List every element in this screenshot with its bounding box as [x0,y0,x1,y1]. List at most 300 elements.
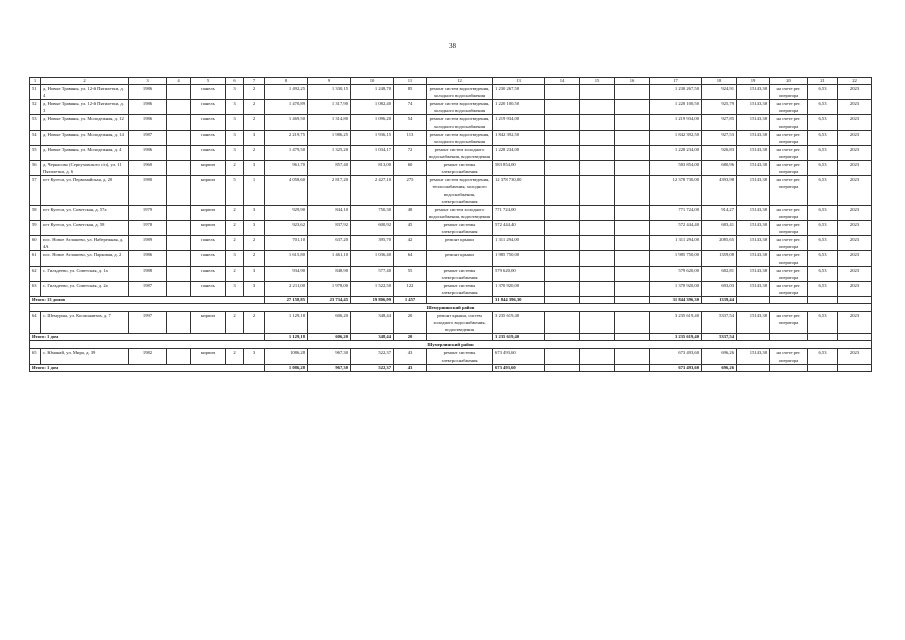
cost-fund-cell: 1 219 934,00 [650,115,702,130]
cost-fund-cell: 1 370 920,00 [650,281,702,296]
table-row [30,100,872,115]
empty-cell [737,297,770,304]
year-cell: 1978 [129,220,167,235]
empty-cell [545,312,580,334]
empty-cell [545,297,580,304]
year-cell: 1980 [129,176,167,205]
total-row [30,297,872,304]
floors-cell: 3 [226,130,244,145]
empty-cell [167,176,191,205]
cost-cell: 1 985 750,00 [493,251,545,266]
column-number: 8 [265,78,308,85]
completion-year-cell: 2023 [838,312,872,334]
empty-cell [580,266,615,281]
entrances-cell: 3 [244,281,265,296]
area-living-cell: 1 314,80 [308,115,351,130]
entrances-cell: 3 [244,220,265,235]
table-row [30,220,872,235]
area-living-cell: 1 330,15 [308,85,351,100]
empty-cell [167,85,191,100]
column-number: 2 [41,78,129,85]
area-total-cell: 1 492,25 [265,85,308,100]
year-cell: 1987 [129,281,167,296]
column-number: 3 [129,78,167,85]
material-cell: кирпич [191,161,226,176]
empty-cell [545,281,580,296]
fund-source-cell: на счете рег. оператора [770,161,808,176]
column-number: 20 [770,78,808,85]
column-number: 14 [545,78,580,85]
district-title: Шумерлинский район [30,341,872,349]
residents-cell: 55 [394,266,427,281]
unit-cost-cell: 4393,98 [702,176,737,205]
material-cell: панель [191,266,226,281]
unit-cost-cell: 925,79 [702,100,737,115]
material-cell: панель [191,236,226,251]
column-number-row [30,78,872,85]
rate-cell: 6,53 [808,266,838,281]
empty-cell [580,349,615,364]
fund-source-cell: на счете рег. оператора [770,205,808,220]
empty-cell [545,176,580,205]
address-cell: пос. Новое Атлашево, ул. Набережная, д. 4А [41,236,129,251]
total-label: Итого: 13 домов [30,297,265,304]
area-living-cell: 1 325,20 [308,145,351,160]
cost-cell: 673 493,60 [493,349,545,364]
empty-cell [770,297,808,304]
empty-cell [615,130,650,145]
residents-cell: 74 [394,100,427,115]
row-number: 56 [30,161,41,176]
work-type-cell: ремонт систем холодного водоснабжения, водоотведения [427,205,493,220]
year-cell: 1986 [129,115,167,130]
total-cost: 3 235 619,40 [493,334,545,341]
cost-cell: 1 311 294,00 [493,236,545,251]
empty-cell [167,349,191,364]
empty-cell [615,161,650,176]
max-cost-cell: 15143,38 [737,130,770,145]
year-cell: 1960 [129,161,167,176]
residents-cell: 43 [394,349,427,364]
empty-cell [167,115,191,130]
area-total-cell: 2 219,75 [265,130,308,145]
residents-cell: 48 [394,205,427,220]
material-cell: кирпич [191,349,226,364]
floors-cell: 3 [226,115,244,130]
area-living-cell: 1 317,90 [308,100,351,115]
unit-cost-cell: 927,85 [702,115,737,130]
table-body [30,78,872,372]
address-cell: д. Новые Травяны, ул. Молодежная, д. 4 [41,145,129,160]
total-area-private: 19 806,99 [351,297,394,304]
total-cost-fund: 3 235 619,40 [650,334,702,341]
total-label: Итого: 1 дом [30,334,265,341]
column-number: 15 [580,78,615,85]
cost-cell: 1 228 234,00 [493,145,545,160]
material-cell: панель [191,145,226,160]
table-row [30,85,872,100]
residents-cell: 275 [394,176,427,205]
material-cell: кирпич [191,176,226,205]
column-number: 17 [650,78,702,85]
completion-year-cell: 2023 [838,176,872,205]
work-type-cell: ремонт систем водоотведения, холодного водоснабжения [427,130,493,145]
cost-fund-cell: 1 985 750,00 [650,251,702,266]
unit-cost-cell: 5337,54 [702,312,737,334]
rate-cell: 6,53 [808,236,838,251]
empty-cell [427,364,493,371]
residents-cell: 60 [394,161,427,176]
floors-cell: 2 [226,266,244,281]
year-cell: 1986 [129,85,167,100]
floors-cell: 3 [226,251,244,266]
area-living-cell: 1 461,10 [308,251,351,266]
floors-cell: 2 [226,349,244,364]
material-cell: панель [191,115,226,130]
max-cost-cell: 15143,38 [737,205,770,220]
entrances-cell: 3 [244,161,265,176]
row-number: 63 [30,281,41,296]
empty-cell [545,161,580,176]
entrances-cell: 2 [244,85,265,100]
column-number: 13 [493,78,545,85]
fund-source-cell: на счете рег. оператора [770,176,808,205]
empty-cell [615,334,650,341]
table-row [30,236,872,251]
empty-cell [808,334,838,341]
empty-cell [545,220,580,235]
completion-year-cell: 2023 [838,161,872,176]
empty-cell [838,364,872,371]
address-cell: пгт Кугеси, ул. Советская, д. 58 [41,220,129,235]
table-row [30,176,872,205]
area-total-cell: 1 470,89 [265,100,308,115]
area-private-cell: 1 936,15 [351,130,394,145]
entrances-cell: 2 [244,251,265,266]
total-area-living: 967,30 [308,364,351,371]
cost-cell: 583 854,00 [493,161,545,176]
entrances-cell: 2 [244,115,265,130]
table-row [30,349,872,364]
area-total-cell: 1 615,80 [265,251,308,266]
unit-cost-cell: 927,53 [702,130,737,145]
cost-fund-cell: 673 493,60 [650,349,702,364]
fund-source-cell: на счете рег. оператора [770,281,808,296]
area-living-cell: 1 986,25 [308,130,351,145]
address-cell: пос. Новое Атлашево, ул. Парковая, д. 2 [41,251,129,266]
rate-cell: 6,53 [808,115,838,130]
rate-cell: 6,53 [808,349,838,364]
row-number: 60 [30,236,41,251]
cost-cell: 1 370 920,00 [493,281,545,296]
material-cell: кирпич [191,205,226,220]
floors-cell: 2 [226,161,244,176]
total-area-private: 348,44 [351,334,394,341]
empty-cell [167,130,191,145]
work-type-cell: ремонт систем холодного водоснабжения, водоотведения [427,145,493,160]
address-cell: д. Новые Травяны, ул. Молодежная, д. 12 [41,115,129,130]
row-number: 59 [30,220,41,235]
empty-cell [615,145,650,160]
page-number: 38 [449,42,456,50]
address-cell: д. Новые Травяны, ул. 12-й Пятилетки, д. 3 [41,100,129,115]
rate-cell: 6,53 [808,312,838,334]
empty-cell [615,115,650,130]
max-cost-cell: 15143,38 [737,176,770,205]
row-number: 58 [30,205,41,220]
total-unit-cost: 5337,54 [702,334,737,341]
area-private-cell: 2 427,10 [351,176,394,205]
empty-cell [580,281,615,296]
total-area-total: 1 086,28 [265,364,308,371]
residents-cell: 54 [394,115,427,130]
total-cost-fund: 673 493,60 [650,364,702,371]
table-row [30,130,872,145]
column-number: 12 [427,78,493,85]
area-living-cell: 1 978,00 [308,281,351,296]
completion-year-cell: 2023 [838,115,872,130]
cost-fund-cell: 12 378 730,00 [650,176,702,205]
entrances-cell: 3 [244,205,265,220]
empty-cell [580,334,615,341]
empty-cell [545,266,580,281]
total-row [30,364,872,371]
address-cell: с. Шемурша, ул. Космонавтов, д. 7 [41,312,129,334]
total-area-private: 522,37 [351,364,394,371]
table-row [30,115,872,130]
area-total-cell: 701,10 [265,236,308,251]
cost-fund-cell: 3 235 619,40 [650,312,702,334]
column-number: 7 [244,78,265,85]
empty-cell [167,251,191,266]
fund-source-cell: на счете рег. оператора [770,100,808,115]
residents-cell: 113 [394,130,427,145]
row-number: 51 [30,85,41,100]
empty-cell [615,312,650,334]
empty-cell [615,85,650,100]
empty-cell [580,312,615,334]
cost-cell: 12 378 730,00 [493,176,545,205]
floors-cell: 5 [226,176,244,205]
max-cost-cell: 15143,38 [737,349,770,364]
area-living-cell: 2 817,20 [308,176,351,205]
completion-year-cell: 2023 [838,100,872,115]
empty-cell [545,236,580,251]
residents-cell: 20 [394,312,427,334]
max-cost-cell: 15143,38 [737,85,770,100]
empty-cell [545,115,580,130]
fund-source-cell: на счете рег. оператора [770,349,808,364]
empty-cell [615,364,650,371]
empty-cell [167,161,191,176]
address-cell: с. Юманай, ул. Мира, д. 39 [41,349,129,364]
max-cost-cell: 15143,38 [737,266,770,281]
rate-cell: 6,53 [808,176,838,205]
residents-cell: 64 [394,251,427,266]
unit-cost-cell: 914,27 [702,205,737,220]
rate-cell: 6,53 [808,161,838,176]
material-cell: панель [191,251,226,266]
max-cost-cell: 15143,38 [737,236,770,251]
unit-cost-cell: 1359,08 [702,251,737,266]
fund-source-cell: на счете рег. оператора [770,115,808,130]
empty-cell [580,251,615,266]
total-residents: 20 [394,334,427,341]
entrances-cell: 3 [244,349,265,364]
area-total-cell: 2 211,00 [265,281,308,296]
empty-cell [838,297,872,304]
empty-cell [615,349,650,364]
cost-fund-cell: 572 444,40 [650,220,702,235]
work-type-cell: ремонт системы электроснабжения [427,161,493,176]
area-private-cell: 1 096,20 [351,115,394,130]
address-cell: пгт Кугеси, ул. Первомайская, д. 20 [41,176,129,205]
material-cell: кирпич [191,312,226,334]
total-area-living: 23 734,45 [308,297,351,304]
cost-fund-cell: 1 228 234,00 [650,145,702,160]
floors-cell: 2 [226,220,244,235]
address-cell: д. Новые Травяны, ул. Молодежная, д. 14 [41,130,129,145]
max-cost-cell: 15143,38 [737,115,770,130]
area-living-cell: 857,40 [308,161,351,176]
address-cell: с. Гильдеево, ул. Советская, д. 2а [41,281,129,296]
empty-cell [615,100,650,115]
area-total-cell: 961,70 [265,161,308,176]
area-private-cell: 813,00 [351,161,394,176]
max-cost-cell: 15143,38 [737,145,770,160]
floors-cell: 2 [226,205,244,220]
year-cell: 1987 [129,130,167,145]
row-number: 53 [30,115,41,130]
empty-cell [545,85,580,100]
empty-cell [167,220,191,235]
unit-cost-cell: 683,41 [702,220,737,235]
cost-fund-cell: 1 220 100,50 [650,100,702,115]
work-type-cell: ремонт системы электроснабжения [427,266,493,281]
max-cost-cell: 15143,38 [737,100,770,115]
total-residents: 43 [394,364,427,371]
area-private-cell: 600,92 [351,220,394,235]
empty-cell [545,100,580,115]
empty-cell [545,205,580,220]
empty-cell [737,364,770,371]
total-label: Итого: 1 дом [30,364,265,371]
address-cell: д. Новые Травяны, ул. 12-й Пятилетки, д. 4 [41,85,129,100]
district-title: Шемуршинский район [30,304,872,312]
floors-cell: 2 [226,312,244,334]
year-cell: 1979 [129,205,167,220]
rate-cell: 6,53 [808,145,838,160]
area-private-cell: 522,37 [351,349,394,364]
table-row [30,312,872,334]
fund-source-cell: на счете рег. оператора [770,312,808,334]
table-row [30,251,872,266]
year-cell: 1986 [129,100,167,115]
table-row [30,145,872,160]
material-cell: кирпич [191,220,226,235]
rate-cell: 6,53 [808,85,838,100]
column-number: 5 [191,78,226,85]
table-row [30,266,872,281]
year-cell: 1986 [129,251,167,266]
work-type-cell: ремонт крыши [427,236,493,251]
total-cost: 673 493,60 [493,364,545,371]
fund-source-cell: на счете рег. оператора [770,85,808,100]
column-number: 18 [702,78,737,85]
work-type-cell: ремонт систем водоотведения, холодного водоснабжения [427,115,493,130]
material-cell: панель [191,281,226,296]
unit-cost-cell: 696,26 [702,349,737,364]
empty-cell [580,205,615,220]
column-number: 10 [351,78,394,85]
cost-fund-cell: 579 620,00 [650,266,702,281]
row-number: 61 [30,251,41,266]
entrances-cell: 2 [244,312,265,334]
unit-cost-cell: 682,81 [702,266,737,281]
empty-cell [580,220,615,235]
empty-cell [545,349,580,364]
empty-cell [545,364,580,371]
row-number: 55 [30,145,41,160]
row-number: 64 [30,312,41,334]
empty-cell [545,334,580,341]
max-cost-cell: 15143,38 [737,251,770,266]
cost-fund-cell: 583 854,00 [650,161,702,176]
year-cell: 1997 [129,312,167,334]
work-type-cell: ремонт систем водоотведения, холодного водоснабжения [427,100,493,115]
fund-source-cell: на счете рег. оператора [770,130,808,145]
max-cost-cell: 15143,38 [737,161,770,176]
cost-cell: 1 219 934,00 [493,115,545,130]
work-type-cell: ремонт системы электроснабжения [427,220,493,235]
year-cell: 1988 [129,266,167,281]
total-area-living: 606,20 [308,334,351,341]
fund-source-cell: на счете рег. оператора [770,251,808,266]
empty-cell [167,281,191,296]
floors-cell: 3 [226,85,244,100]
rate-cell: 6,53 [808,100,838,115]
area-total-cell: 934,90 [265,266,308,281]
area-total-cell: 4 058,60 [265,176,308,205]
work-type-cell: ремонт системы электроснабжения [427,349,493,364]
empty-cell [167,266,191,281]
cost-cell: 572 444,40 [493,220,545,235]
cost-cell: 1 220 100,50 [493,100,545,115]
entrances-cell: 2 [244,100,265,115]
area-private-cell: 395,70 [351,236,394,251]
work-type-cell: ремонт крыши [427,251,493,266]
area-living-cell: 606,20 [308,312,351,334]
area-living-cell: 967,30 [308,349,351,364]
empty-cell [580,161,615,176]
area-private-cell: 348,44 [351,312,394,334]
empty-cell [580,115,615,130]
max-cost-cell: 15143,38 [737,281,770,296]
residents-cell: 42 [394,236,427,251]
max-cost-cell: 15143,38 [737,220,770,235]
empty-cell [615,205,650,220]
fund-source-cell: на счете рег. оператора [770,236,808,251]
address-cell: д. Черкасово (Серпуховского с/п), ул. 11 Пятилетки, д. 6 [41,161,129,176]
empty-cell [770,364,808,371]
area-private-cell: 1 082,40 [351,100,394,115]
area-private-cell: 1 522,50 [351,281,394,296]
district-heading-row [30,341,872,349]
empty-cell [615,176,650,205]
empty-cell [770,334,808,341]
floors-cell: 2 [226,236,244,251]
cost-fund-cell: 771 724,00 [650,205,702,220]
